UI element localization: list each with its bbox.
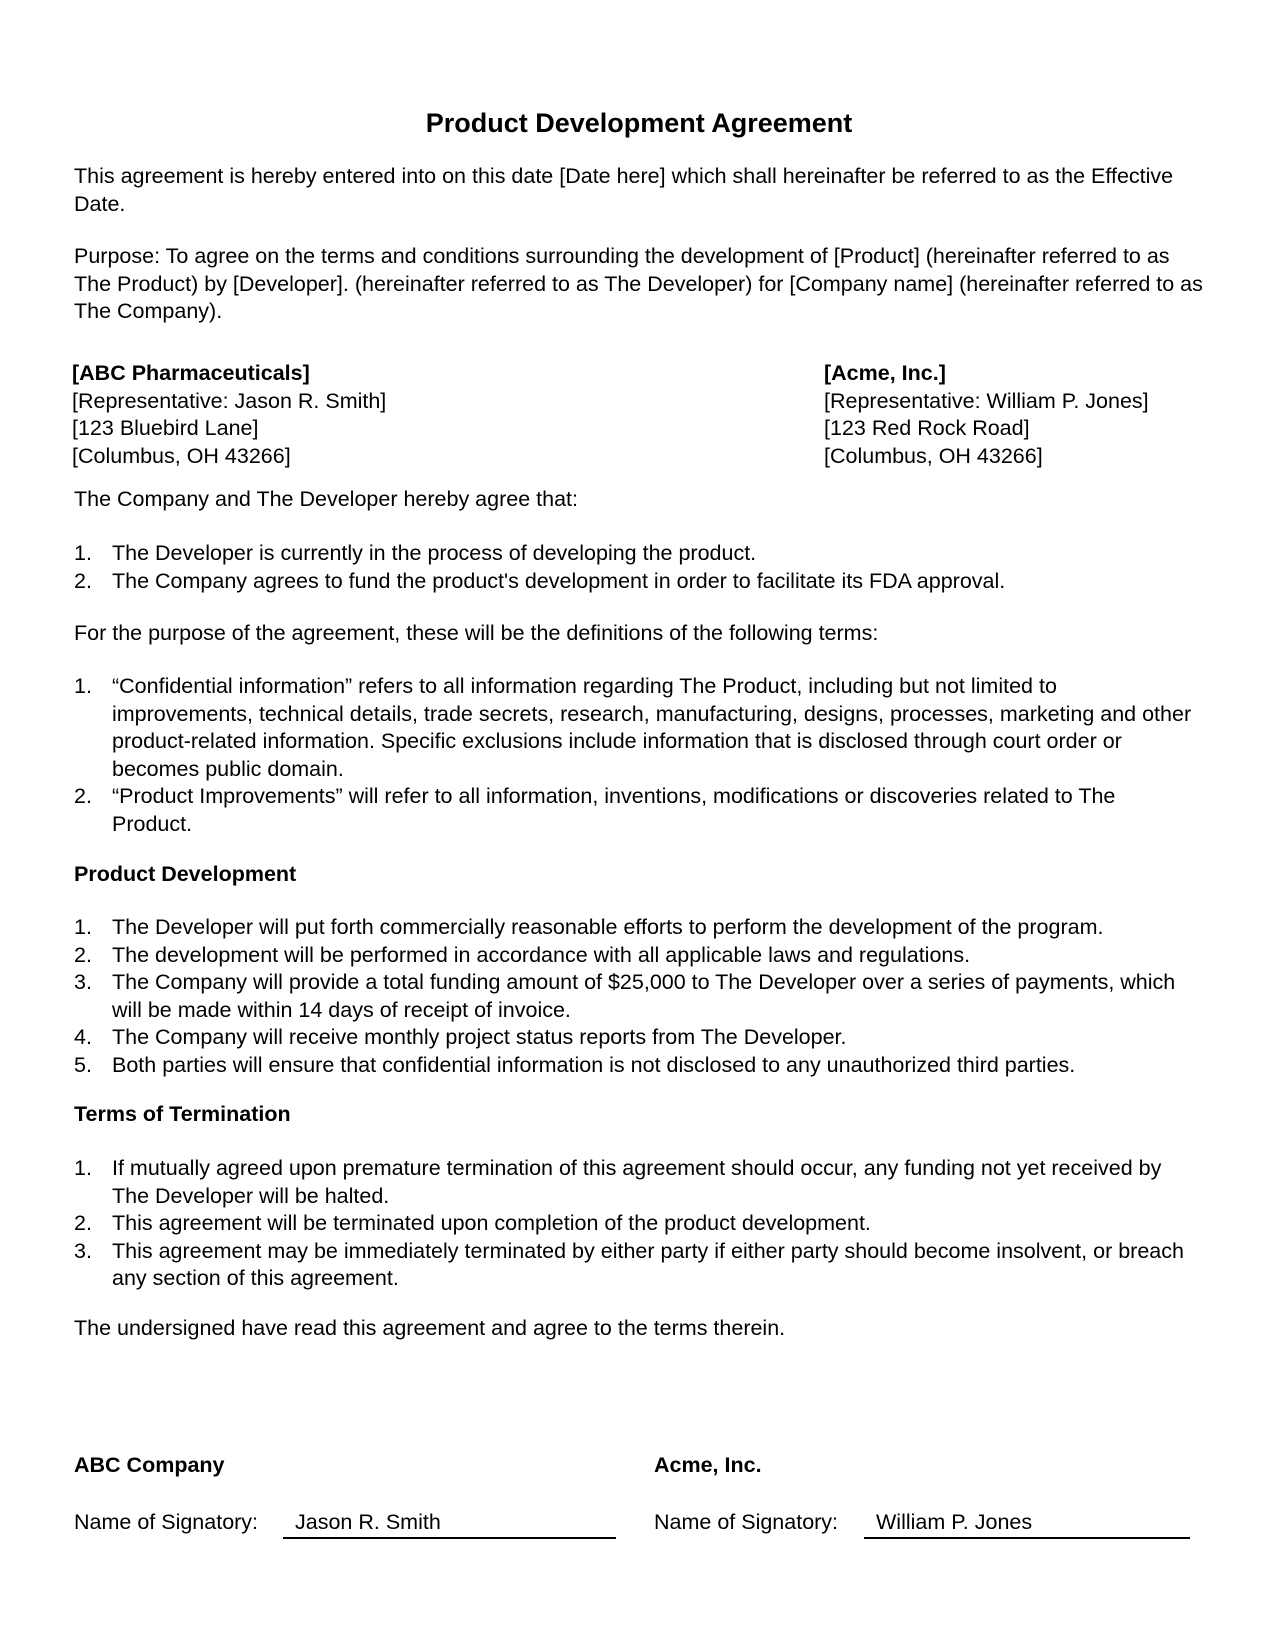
- list-text: The Company will provide a total funding amount of $25,000 to The Developer over a series of payments, which will be made within 14 days of receipt of invoice.: [112, 970, 1176, 1022]
- list-item: [74, 1155, 1194, 1210]
- party-name: [Acme, Inc.]: [824, 361, 946, 385]
- list-number: 2.: [74, 568, 92, 593]
- list-item: [74, 1052, 1194, 1080]
- section-heading-product-development: Product Development: [74, 862, 297, 886]
- signatory-label: Name of Signatory:: [654, 1510, 839, 1534]
- list-text: “Confidential information” refers to all information regarding The Product, including but not limited to improvements, technical details, trade secrets, research, manufacturing, designs, processes, marketing and other product-related information. Specific exclusions include information that is disclosed through court order or becomes public domain.: [112, 674, 1192, 781]
- list-text: The Developer is currently in the process of developing the product.: [112, 541, 757, 565]
- list-text: This agreement may be immediately terminated by either party if either party should become insolvent, or breach any section of this agreement.: [112, 1238, 1184, 1290]
- list-item: [74, 969, 1194, 1024]
- definitions-intro: For the purpose of the agreement, these will be the definitions of the following terms:: [74, 621, 879, 645]
- list-number: 1.: [74, 915, 92, 939]
- agree-intro: The Company and The Developer hereby agree that:: [74, 487, 578, 511]
- party-company-block: [72, 360, 386, 470]
- list-number: 1.: [74, 674, 92, 698]
- list-item: [74, 1024, 1194, 1052]
- party-address: [123 Bluebird Lane]: [72, 416, 259, 440]
- party-name: [ABC Pharmaceuticals]: [72, 361, 310, 385]
- signature-company-name: ABC Company: [74, 1453, 225, 1477]
- list-number: 2.: [74, 942, 92, 967]
- list-item: [74, 540, 1194, 568]
- list-item: [74, 783, 1194, 838]
- definitions-list: [74, 673, 1194, 838]
- list-text: The Company agrees to fund the product's development in order to facilitate its FDA approval.: [112, 568, 1006, 593]
- list-number: 2.: [74, 1211, 92, 1235]
- list-item: [74, 568, 1194, 596]
- signature-block-developer: [654, 1452, 1033, 1534]
- signatory-label: Name of Signatory:: [74, 1510, 259, 1534]
- signatory-name-field[interactable]: Jason R. Smith: [283, 1509, 616, 1539]
- signature-block-company: [74, 1452, 441, 1534]
- list-number: 4.: [74, 1025, 92, 1049]
- list-text: The Developer will put forth commercially reasonable efforts to perform the development of the program.: [112, 915, 1104, 939]
- closing-statement: The undersigned have read this agreement and agree to the terms therein.: [74, 1316, 786, 1340]
- list-number: 1.: [74, 1156, 92, 1180]
- list-text: If mutually agreed upon premature termination of this agreement should occur, any funding not yet received by The Developer will be halted.: [112, 1156, 1162, 1208]
- list-item: [74, 1210, 1194, 1238]
- list-item: [74, 673, 1194, 783]
- signatory-name-field[interactable]: William P. Jones: [864, 1509, 1190, 1539]
- list-number: 3.: [74, 1238, 92, 1263]
- list-number: 1.: [74, 541, 92, 565]
- party-city: [Columbus, OH 43266]: [824, 443, 1043, 468]
- list-number: 2.: [74, 784, 92, 808]
- party-representative: [Representative: William P. Jones]: [824, 388, 1149, 413]
- list-text: “Product Improvements” will refer to all information, inventions, modifications or discoveries related to The Product.: [112, 784, 1116, 836]
- section-heading-termination: Terms of Termination: [74, 1102, 291, 1126]
- document-title: Product Development Agreement: [425, 108, 853, 138]
- party-address: [123 Red Rock Road]: [824, 416, 1030, 440]
- list-item: [74, 914, 1194, 942]
- list-item: [74, 942, 1194, 970]
- list-text: The development will be performed in accordance with all applicable laws and regulations.: [112, 942, 971, 967]
- list-text: The Company will receive monthly project status reports from The Developer.: [112, 1025, 847, 1049]
- party-city: [Columbus, OH 43266]: [72, 443, 291, 468]
- party-representative: [Representative: Jason R. Smith]: [72, 388, 387, 413]
- purpose-paragraph: Purpose: To agree on the terms and conditions surrounding the development of [Product] (hereinafter referred to as The Product) by [Developer]. (hereinafter referred to as The Developer) for [Company name] (hereinafter referred to as The Company).: [74, 244, 1203, 323]
- list-number: 5.: [74, 1052, 92, 1077]
- list-text: This agreement will be terminated upon completion of the product development.: [112, 1211, 871, 1235]
- list-number: 3.: [74, 970, 92, 994]
- party-developer-block: [824, 360, 1149, 470]
- list-text: Both parties will ensure that confidential information is not disclosed to any unauthorized third parties.: [112, 1052, 1076, 1077]
- termination-list: [74, 1155, 1194, 1293]
- agree-list: [74, 540, 1194, 595]
- product-development-list: [74, 914, 1194, 1079]
- intro-paragraph: This agreement is hereby entered into on this date [Date here] which shall hereinafter be referred to as the Effective Date.: [74, 164, 1174, 216]
- list-item: [74, 1238, 1194, 1293]
- signature-company-name: Acme, Inc.: [654, 1453, 762, 1477]
